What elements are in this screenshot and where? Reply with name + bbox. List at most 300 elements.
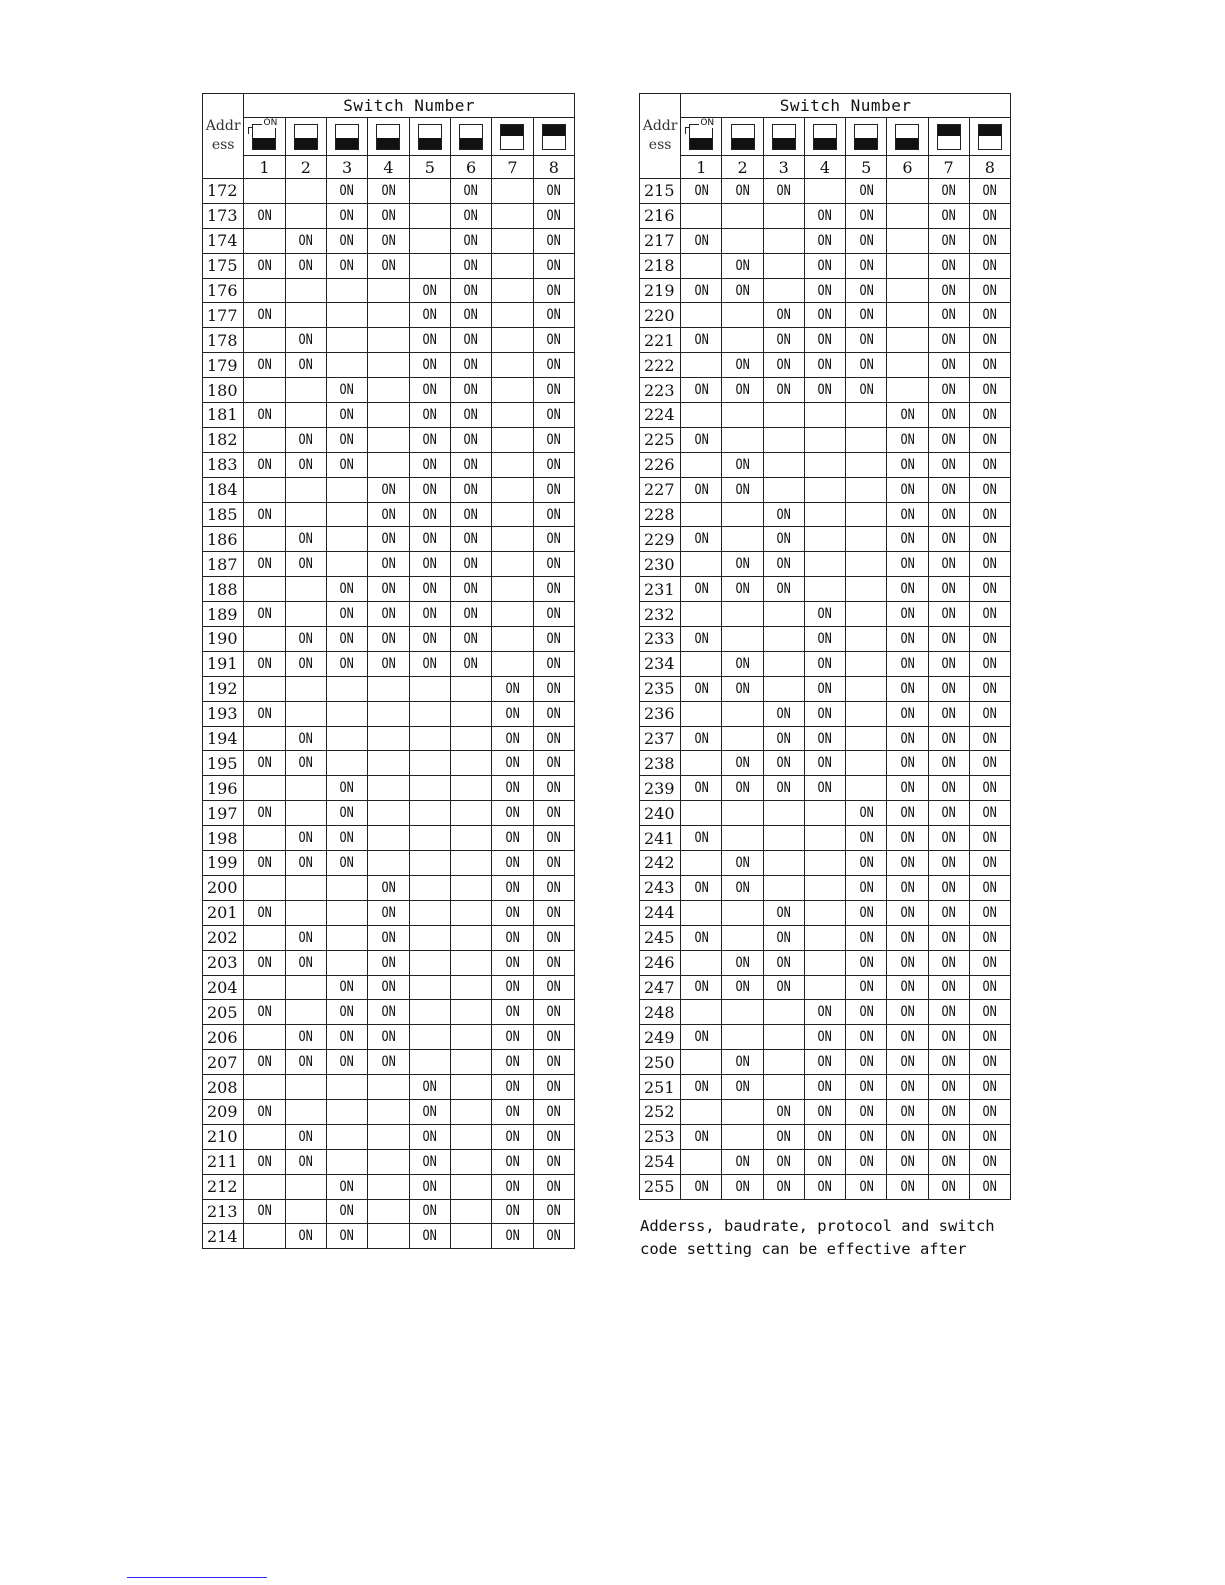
switch-state-cell: ON [330, 1050, 365, 1075]
address-value: 195 [203, 751, 244, 776]
switch-state-cell: ON [890, 452, 925, 477]
switch-state-cell: ON [247, 253, 282, 278]
switch-state-cell: ON [536, 726, 571, 751]
switch-state-cell [725, 900, 760, 925]
switch-state-cell [288, 577, 323, 602]
switch-state-cell: ON [371, 1000, 406, 1025]
switch-state-cell: ON [495, 801, 530, 826]
switch-state-cell [766, 826, 801, 851]
switch-state-cell: ON [766, 527, 801, 552]
switch-state-cell: ON [807, 627, 842, 652]
switch-state-cell: ON [972, 203, 1007, 228]
switch-state-cell: ON [247, 1000, 282, 1025]
switch-number-2: 2 [722, 156, 763, 179]
switch-state-cell: ON [849, 328, 884, 353]
address-value: 219 [640, 278, 681, 303]
switch-state-cell: ON [684, 627, 719, 652]
switch-state-cell: ON [247, 452, 282, 477]
table-row [640, 826, 1011, 851]
switch-state-cell [371, 776, 406, 801]
dip-switch-icon [772, 124, 796, 150]
switch-state-cell [495, 403, 530, 428]
switch-state-cell: ON [972, 726, 1007, 751]
table-row [203, 502, 575, 527]
switch-state-cell [247, 1124, 282, 1149]
switch-state-cell [454, 1000, 489, 1025]
switch-state-cell [725, 502, 760, 527]
switch-state-cell: ON [536, 801, 571, 826]
switch-state-cell: ON [454, 378, 489, 403]
switch-state-cell: ON [972, 602, 1007, 627]
switch-state-cell: ON [495, 925, 530, 950]
switch-state-cell: ON [330, 179, 365, 204]
switch-state-cell: ON [536, 925, 571, 950]
switch-state-cell: ON [412, 303, 447, 328]
switch-state-cell: ON [890, 751, 925, 776]
switch-state-cell: ON [931, 427, 966, 452]
switch-state-cell: ON [536, 751, 571, 776]
table-row [203, 228, 575, 253]
switch-state-cell: ON [247, 1050, 282, 1075]
switch-state-cell: ON [536, 975, 571, 1000]
switch-state-cell: ON [684, 1075, 719, 1100]
dip-switch-knob [501, 125, 523, 136]
switch-state-cell: ON [684, 776, 719, 801]
switch-state-cell [412, 1000, 447, 1025]
switch-state-cell [890, 203, 925, 228]
address-value: 235 [640, 676, 681, 701]
switch-2-icon-cell [722, 118, 763, 156]
switch-state-cell: ON [247, 403, 282, 428]
switch-number-6: 6 [450, 156, 491, 179]
switch-state-cell: ON [330, 1174, 365, 1199]
switch-state-cell [454, 851, 489, 876]
switch-state-cell: ON [849, 1124, 884, 1149]
switch-state-cell: ON [972, 1050, 1007, 1075]
switch-state-cell [495, 577, 530, 602]
switch-number-3: 3 [326, 156, 367, 179]
switch-state-cell: ON [330, 577, 365, 602]
switch-state-cell [495, 378, 530, 403]
switch-state-cell: ON [684, 1174, 719, 1199]
switch-state-cell: ON [725, 676, 760, 701]
switch-state-cell: ON [684, 228, 719, 253]
switch-state-cell [684, 900, 719, 925]
switch-number-8: 8 [533, 156, 574, 179]
switch-state-cell: ON [412, 602, 447, 627]
address-value: 251 [640, 1075, 681, 1100]
table-row [640, 303, 1011, 328]
switch-state-cell: ON [536, 303, 571, 328]
table-row [640, 1000, 1011, 1025]
address-value: 210 [203, 1124, 244, 1149]
switch-8-icon-cell [533, 118, 574, 156]
switch-state-cell [766, 602, 801, 627]
switch-state-cell: ON [454, 403, 489, 428]
switch-state-cell: ON [807, 1000, 842, 1025]
switch-state-cell: ON [536, 701, 571, 726]
table-row [203, 726, 575, 751]
switch-state-cell [684, 253, 719, 278]
switch-state-cell: ON [972, 851, 1007, 876]
settings-note-line2: code setting can be effective after [640, 1240, 967, 1258]
switch-state-cell: ON [247, 1149, 282, 1174]
address-value: 254 [640, 1149, 681, 1174]
switch-state-cell: ON [807, 228, 842, 253]
switch-state-cell: ON [288, 1124, 323, 1149]
table-row [203, 1025, 575, 1050]
switch-state-cell: ON [330, 1025, 365, 1050]
switch-state-cell: ON [495, 1099, 530, 1124]
address-value: 248 [640, 1000, 681, 1025]
switch-state-cell: ON [890, 701, 925, 726]
address-value: 233 [640, 627, 681, 652]
switch-state-cell [330, 1149, 365, 1174]
table-row [640, 427, 1011, 452]
dip-switch-table-left [202, 93, 575, 1249]
switch-state-cell: ON [766, 751, 801, 776]
switch-state-cell [412, 179, 447, 204]
switch-state-cell: ON [371, 253, 406, 278]
table-row [203, 253, 575, 278]
address-value: 202 [203, 925, 244, 950]
switch-state-cell: ON [454, 179, 489, 204]
switch-state-cell: ON [890, 801, 925, 826]
address-value: 238 [640, 751, 681, 776]
dip-switch-icon [978, 124, 1002, 150]
switch-state-cell [330, 328, 365, 353]
switch-state-cell [766, 1025, 801, 1050]
switch-state-cell: ON [454, 328, 489, 353]
switch-state-cell: ON [371, 179, 406, 204]
switch-state-cell: ON [412, 1149, 447, 1174]
switch-state-cell: ON [931, 527, 966, 552]
address-header [203, 94, 244, 179]
table-row [640, 627, 1011, 652]
dip-switch-knob [460, 138, 482, 149]
switch-state-cell [849, 403, 884, 428]
switch-state-cell: ON [371, 651, 406, 676]
switch-state-cell: ON [849, 975, 884, 1000]
switch-state-cell: ON [371, 228, 406, 253]
switch-state-cell: ON [247, 303, 282, 328]
switch-state-cell [247, 925, 282, 950]
switch-state-cell [725, 203, 760, 228]
switch-state-cell [684, 950, 719, 975]
switch-state-cell: ON [807, 1124, 842, 1149]
switch-state-cell [725, 527, 760, 552]
switch-state-cell [684, 1000, 719, 1025]
switch-state-cell: ON [288, 253, 323, 278]
address-header-line1: Addr [205, 118, 241, 134]
dip-switch-knob [336, 138, 358, 149]
switch-state-cell: ON [330, 1000, 365, 1025]
switch-state-cell: ON [931, 651, 966, 676]
switch-state-cell: ON [247, 900, 282, 925]
address-value: 224 [640, 403, 681, 428]
switch-state-cell: ON [288, 950, 323, 975]
switch-state-cell: ON [890, 950, 925, 975]
address-value: 188 [203, 577, 244, 602]
switch-state-cell [849, 676, 884, 701]
switch-state-cell [247, 875, 282, 900]
address-value: 190 [203, 627, 244, 652]
switch-state-cell: ON [931, 751, 966, 776]
table-row [203, 403, 575, 428]
switch-1-icon-cell [244, 118, 285, 156]
switch-state-cell: ON [288, 353, 323, 378]
table-row [203, 1000, 575, 1025]
switch-state-cell: ON [890, 875, 925, 900]
switch-state-cell [725, 1025, 760, 1050]
switch-state-cell [725, 826, 760, 851]
footer-link-underline[interactable] [127, 1577, 267, 1578]
switch-state-cell: ON [330, 203, 365, 228]
switch-state-cell [371, 353, 406, 378]
switch-state-cell [495, 651, 530, 676]
switch-state-cell: ON [807, 278, 842, 303]
switch-state-cell: ON [684, 527, 719, 552]
switch-state-cell: ON [454, 651, 489, 676]
address-value: 236 [640, 701, 681, 726]
switch-state-cell: ON [766, 552, 801, 577]
switch-state-cell [330, 527, 365, 552]
address-value: 225 [640, 427, 681, 452]
switch-6-icon-cell [450, 118, 491, 156]
switch-state-cell: ON [931, 602, 966, 627]
switch-state-cell [330, 1124, 365, 1149]
switch-state-cell [330, 303, 365, 328]
switch-state-cell [807, 403, 842, 428]
switch-state-cell: ON [371, 875, 406, 900]
on-bracket-icon [248, 127, 253, 134]
dip-switch-icon [252, 117, 278, 150]
switch-state-cell: ON [412, 1075, 447, 1100]
address-value: 242 [640, 851, 681, 876]
switch-state-cell: ON [725, 577, 760, 602]
switch-3-icon-cell [326, 118, 367, 156]
switch-state-cell: ON [684, 676, 719, 701]
switch-state-cell: ON [849, 1000, 884, 1025]
switch-state-cell [247, 577, 282, 602]
switch-state-cell [807, 552, 842, 577]
switch-state-cell [725, 403, 760, 428]
switch-state-cell: ON [495, 776, 530, 801]
switch-state-cell: ON [684, 875, 719, 900]
switch-state-cell: ON [536, 502, 571, 527]
switch-state-cell: ON [766, 925, 801, 950]
switch-state-cell: ON [972, 975, 1007, 1000]
switch-state-cell: ON [371, 577, 406, 602]
switch-state-cell: ON [725, 751, 760, 776]
switch-state-cell [454, 1124, 489, 1149]
switch-state-cell: ON [288, 552, 323, 577]
table-row [203, 602, 575, 627]
switch-state-cell: ON [931, 851, 966, 876]
switch-3-icon-cell [763, 118, 804, 156]
switch-state-cell: ON [330, 403, 365, 428]
switch-state-cell [288, 701, 323, 726]
switch-state-cell: ON [849, 801, 884, 826]
switch-state-cell: ON [684, 378, 719, 403]
table-row [203, 527, 575, 552]
switch-state-cell [807, 502, 842, 527]
switch-state-cell: ON [330, 228, 365, 253]
switch-state-cell [371, 427, 406, 452]
table-row [640, 477, 1011, 502]
switch-state-cell [412, 801, 447, 826]
switch-state-cell: ON [890, 851, 925, 876]
switch-state-cell: ON [931, 577, 966, 602]
switch-number-2: 2 [285, 156, 326, 179]
address-value: 240 [640, 801, 681, 826]
switch-state-cell: ON [807, 353, 842, 378]
switch-state-cell [288, 1075, 323, 1100]
table-row [203, 179, 575, 204]
switch-state-cell [849, 502, 884, 527]
switch-state-cell [288, 1099, 323, 1124]
table-row [640, 502, 1011, 527]
table-row [640, 1050, 1011, 1075]
switch-state-cell: ON [536, 403, 571, 428]
switch-5-icon-cell [846, 118, 887, 156]
switch-state-cell: ON [412, 353, 447, 378]
switch-state-cell: ON [972, 1124, 1007, 1149]
switch-state-cell [412, 900, 447, 925]
switch-state-cell [849, 776, 884, 801]
switch-state-cell [288, 602, 323, 627]
switch-state-cell: ON [454, 552, 489, 577]
switch-number-4: 4 [804, 156, 845, 179]
switch-state-cell: ON [412, 552, 447, 577]
table-row [640, 328, 1011, 353]
switch-state-cell: ON [807, 651, 842, 676]
address-value: 218 [640, 253, 681, 278]
address-value: 214 [203, 1224, 244, 1249]
switch-state-cell: ON [849, 1099, 884, 1124]
switch-state-cell: ON [454, 527, 489, 552]
switch-state-cell: ON [454, 627, 489, 652]
switch-state-cell: ON [536, 950, 571, 975]
switch-state-cell: ON [330, 1224, 365, 1249]
switch-state-cell [495, 527, 530, 552]
switch-state-cell: ON [725, 179, 760, 204]
switch-state-cell: ON [412, 1224, 447, 1249]
switch-state-cell [766, 477, 801, 502]
switch-state-cell: ON [972, 1075, 1007, 1100]
switch-state-cell [247, 378, 282, 403]
switch-state-cell [766, 875, 801, 900]
switch-state-cell [288, 403, 323, 428]
switch-state-cell [371, 826, 406, 851]
table-row [203, 801, 575, 826]
switch-state-cell: ON [807, 1149, 842, 1174]
switch-state-cell [807, 427, 842, 452]
switch-state-cell: ON [972, 1000, 1007, 1025]
switch-state-cell [725, 925, 760, 950]
switch-state-cell [684, 1050, 719, 1075]
table-row [203, 950, 575, 975]
address-value: 172 [203, 179, 244, 204]
switch-state-cell: ON [536, 1050, 571, 1075]
switch-state-cell: ON [725, 1075, 760, 1100]
address-value: 208 [203, 1075, 244, 1100]
dip-switch-icon [459, 124, 483, 150]
table-row [640, 278, 1011, 303]
switch-state-cell: ON [807, 602, 842, 627]
switch-state-cell: ON [725, 1174, 760, 1199]
switch-state-cell: ON [330, 776, 365, 801]
switch-state-cell: ON [495, 751, 530, 776]
on-bracket-icon [685, 127, 690, 134]
dip-switch-knob [253, 138, 275, 149]
table-row [640, 900, 1011, 925]
switch-state-cell [807, 179, 842, 204]
table-row [203, 552, 575, 577]
switch-state-cell: ON [330, 651, 365, 676]
switch-state-cell: ON [725, 651, 760, 676]
address-value: 249 [640, 1025, 681, 1050]
switch-state-cell [684, 1099, 719, 1124]
switch-state-cell: ON [247, 701, 282, 726]
switch-state-cell [495, 627, 530, 652]
address-value: 243 [640, 875, 681, 900]
table-row [640, 602, 1011, 627]
switch-state-cell [371, 801, 406, 826]
switch-state-cell: ON [495, 900, 530, 925]
switch-state-cell [454, 776, 489, 801]
table-row [203, 776, 575, 801]
dip-switch-knob [938, 125, 960, 136]
switch-state-cell [412, 676, 447, 701]
switch-state-cell: ON [931, 1000, 966, 1025]
switch-state-cell: ON [288, 851, 323, 876]
switch-state-cell: ON [495, 1124, 530, 1149]
switch-state-cell: ON [766, 353, 801, 378]
switch-number-1: 1 [244, 156, 285, 179]
switch-state-cell: ON [725, 975, 760, 1000]
switch-state-cell: ON [495, 1224, 530, 1249]
switch-state-cell: ON [288, 228, 323, 253]
switch-state-cell [495, 353, 530, 378]
address-value: 211 [203, 1149, 244, 1174]
dip-switch-knob [543, 125, 565, 136]
switch-state-cell: ON [495, 851, 530, 876]
switch-state-cell: ON [972, 527, 1007, 552]
switch-state-cell [849, 527, 884, 552]
switch-state-cell: ON [890, 925, 925, 950]
switch-state-cell [454, 925, 489, 950]
table-row [640, 776, 1011, 801]
switch-state-cell: ON [972, 477, 1007, 502]
address-rows [640, 179, 1011, 1200]
switch-state-cell: ON [247, 602, 282, 627]
dip-switch-icon [542, 124, 566, 150]
switch-state-cell [247, 477, 282, 502]
switch-state-cell: ON [330, 851, 365, 876]
switch-state-cell: ON [536, 1099, 571, 1124]
switch-state-cell: ON [931, 925, 966, 950]
switch-state-cell: ON [495, 1199, 530, 1224]
switch-state-cell: ON [330, 602, 365, 627]
dip-switch-icon [418, 124, 442, 150]
switch-state-cell: ON [536, 1075, 571, 1100]
table-row [640, 676, 1011, 701]
address-value: 186 [203, 527, 244, 552]
switch-state-cell: ON [412, 278, 447, 303]
table-row [203, 1050, 575, 1075]
switch-state-cell: ON [931, 253, 966, 278]
